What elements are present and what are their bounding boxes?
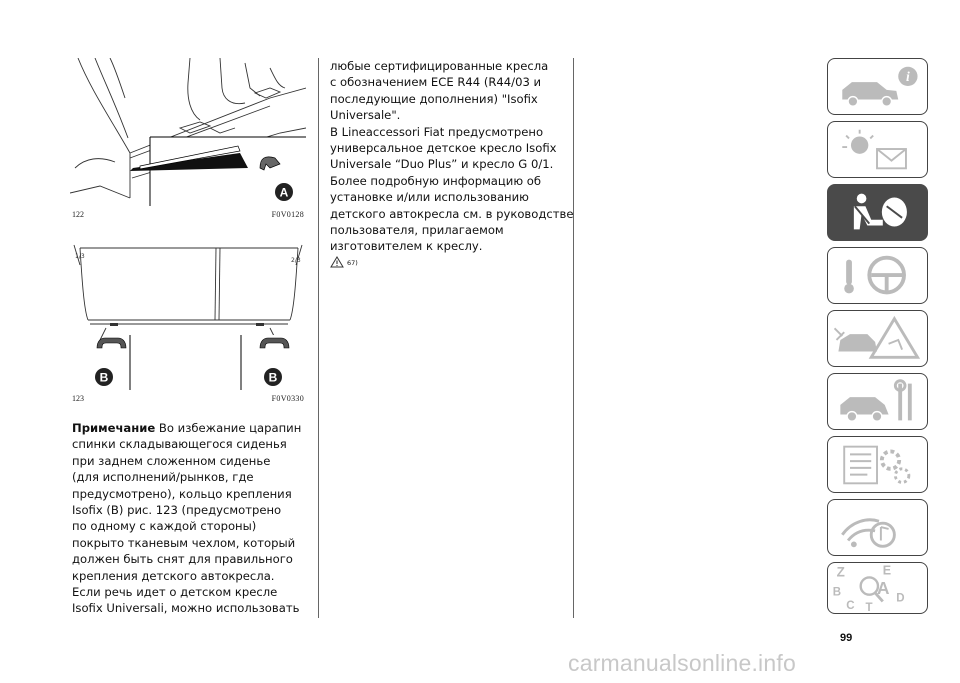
car-info-icon [828,59,927,114]
text-line: покрыто тканевым чехлом, который [72,535,296,550]
callout-b-right-label: B [268,370,278,385]
warning-reference[interactable] [330,256,358,268]
figure-122-image [70,58,306,206]
text-line: Isofix Universali, можно использовать [72,601,300,616]
tab-safety[interactable] [827,184,928,241]
magnifier-icon [861,577,878,594]
tab-driving[interactable] [827,247,928,304]
callout-b-left-label: B [99,370,109,385]
tab-emergency[interactable] [827,310,928,367]
text-line: детского автокресла см. в руководстве [330,206,574,221]
index-letter: Z [836,564,845,580]
text-line: предусмотрено), кольцо крепления [72,486,292,501]
text-line: спинки складывающегося сиденья [72,437,287,452]
text-line: (для исполнений/рынков, где [72,470,254,485]
column-divider [318,58,319,618]
figure-number: 122 [72,210,84,219]
index-letter: B [832,586,842,599]
text-line: универсальное детское кресло Isofix [330,141,557,156]
figure-123-image [70,240,306,390]
tab-maintenance[interactable] [827,373,928,430]
text-line: Isofix (B) рис. 123 (предусмотрено [72,503,282,518]
text-line: должен быть снят для правильного [72,552,293,567]
text-line: Universale “Duo Plus” и кресло G 0/1. [330,157,554,172]
middle-column-text [330,58,573,255]
index-letter: D [896,592,905,605]
svg-text:2/3: 2/3 [291,257,301,264]
warning-light-message-icon [828,122,927,177]
tab-multimedia[interactable] [827,499,928,556]
index-letter: T [865,602,873,613]
alphabet-index-icon [828,563,927,613]
steering-wheel-icon [828,248,927,303]
emergency-warning-icon [828,311,927,366]
left-column-text [72,420,301,617]
figure-code: F0V0330 [271,394,304,403]
index-letter: E [882,563,892,578]
tab-lights-messages[interactable] [827,121,928,178]
text-line: крепления детского автокресла. [72,568,275,583]
text-line: Universale". [330,108,401,123]
figure-code: F0V0128 [271,210,304,219]
text-line: Если речь идет о детском кресле [72,585,278,600]
text-line: последующие дополнения) "Isofix [330,91,538,106]
tab-vehicle-info[interactable] [827,58,928,115]
text-line: Более подробную информацию об [330,173,542,188]
technical-data-icon [828,437,927,492]
warning-ref-number: 67) [347,259,358,267]
text-line: любые сертифицированные кресла [330,59,549,73]
page-number: 99 [840,632,853,644]
callout-a-label: A [279,185,289,200]
note-lead: Примечание [72,421,156,435]
text-line: Во избежание царапин [155,421,302,435]
tab-index[interactable] [827,562,928,614]
text-line: при заднем сложенном сиденье [72,453,271,468]
tab-technical-data[interactable] [827,436,928,493]
warning-triangle-icon [330,256,344,268]
index-letter: C [846,600,855,613]
svg-text:i: i [906,69,910,85]
text-line: пользователя, прилагаемом [330,223,504,238]
text-line: с обозначением ECE R44 (R44/03 и [330,75,542,90]
text-line: изготовителем к креслу. [330,239,483,254]
text-line: установке и/или использованию [330,190,529,205]
car-wrench-icon [828,374,927,429]
seatbelt-airbag-icon [828,185,927,240]
multimedia-icon [828,500,927,555]
svg-text:1/3: 1/3 [75,253,85,260]
figure-number: 123 [72,394,84,403]
text-line: по одному с каждой стороны) [72,519,257,534]
index-letter: A [877,577,890,598]
text-line: В Lineaccessori Fiat предусмотрено [330,124,544,139]
watermark: carmanualsonline.info [568,650,796,676]
